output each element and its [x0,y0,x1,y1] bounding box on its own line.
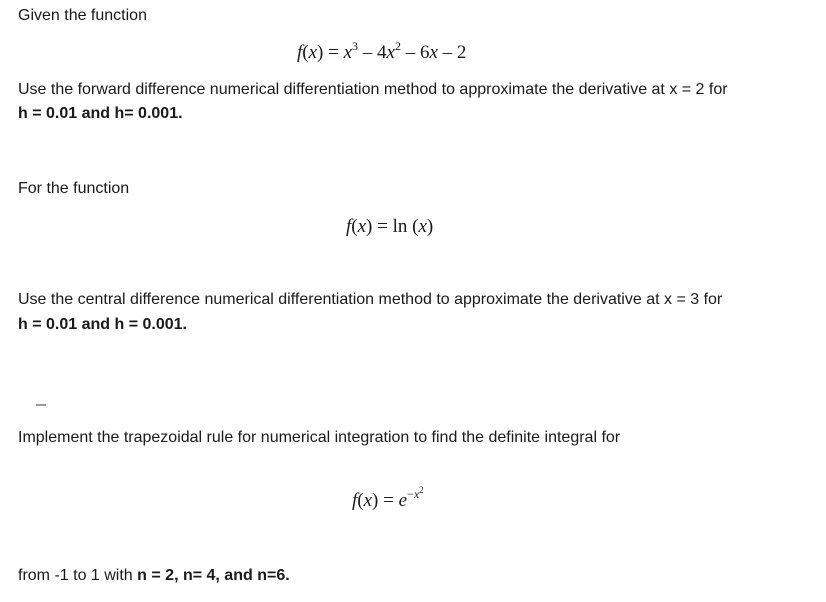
scan-artifact [36,404,46,406]
problem2-intro: For the function [18,180,130,197]
problem3-intro: Implement the trapezoidal rule for numerical integration to find the definite integral for [18,429,621,446]
problem2-equation: f(x) = ln (x) [346,216,434,237]
problem1-step-sizes: h = 0.01 and h= 0.001. [18,105,183,122]
problem2-step-sizes: h = 0.01 and h = 0.001. [18,316,187,333]
problem1-intro: Given the function [18,7,147,24]
problem3-footer: from -1 to 1 with n = 2, n= 4, and n=6. [18,567,290,584]
problem2-instruction: Use the central difference numerical differentiation method to approximate the derivative at x = 3 for [18,291,723,308]
problem1-instruction: Use the forward difference numerical differentiation method to approximate the derivative at x = 2 for [18,81,728,98]
problem1-equation: $f(x) = x^3 - 4x^2 - 6x - 2$ [297,39,467,63]
problem3-equation: $f(x) = e^{-x^2}$ [352,485,424,511]
